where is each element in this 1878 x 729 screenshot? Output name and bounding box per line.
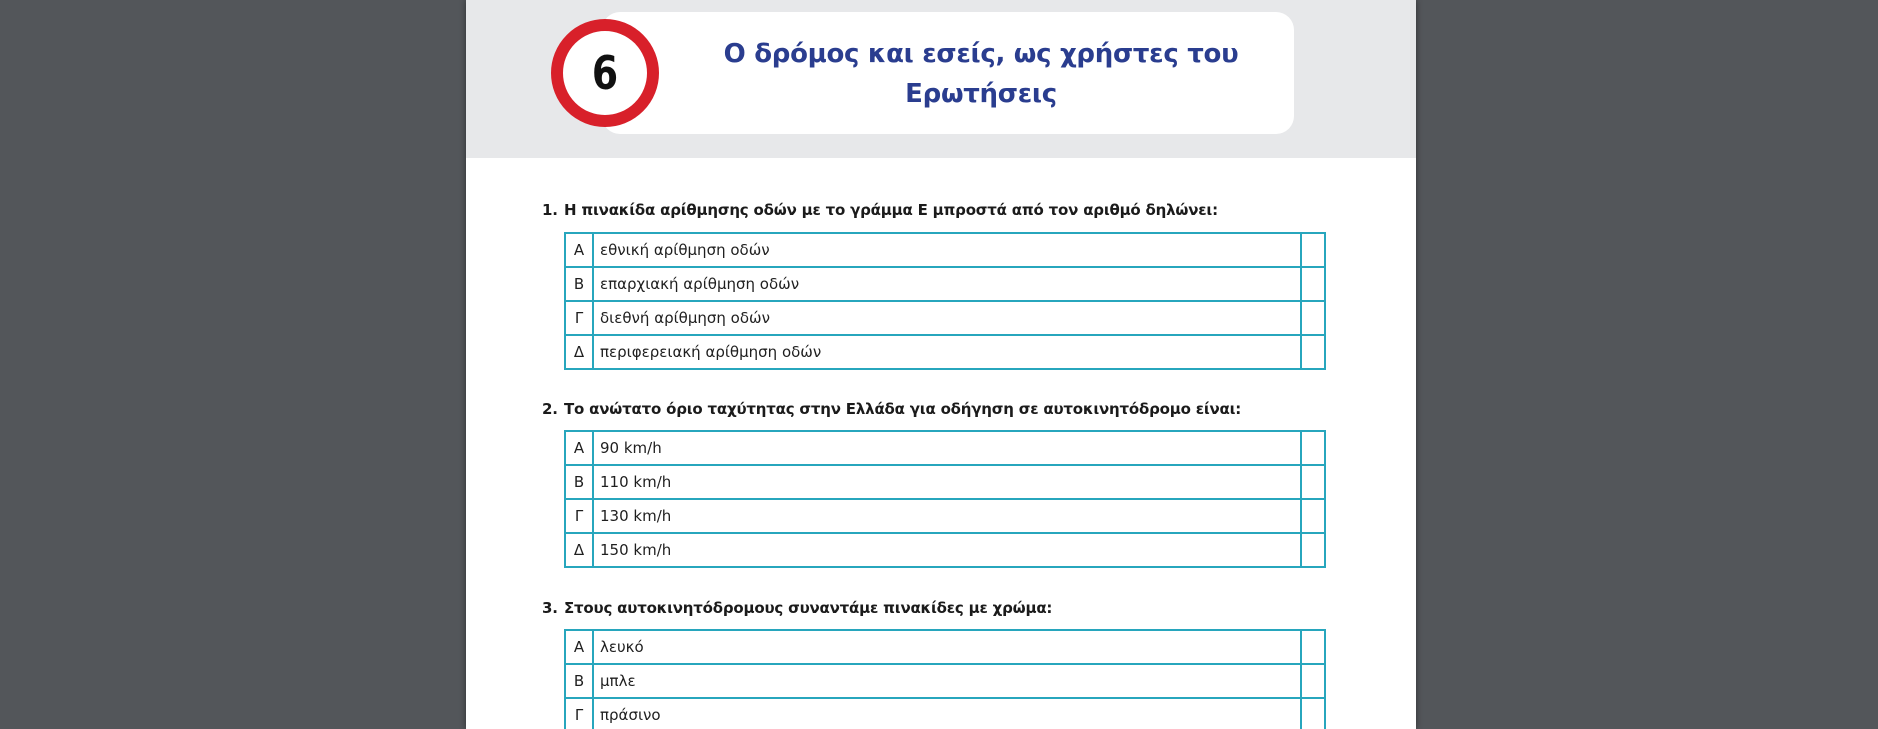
question-3 [542, 599, 1342, 617]
answer-checkbox[interactable] [1301, 301, 1325, 335]
question-text: Η πινακίδα αρίθμησης οδών με το γράμμα Ε μπροστά από τον αριθμό δηλώνει: [564, 201, 1218, 219]
answer-row [565, 533, 1325, 567]
question-2 [542, 400, 1342, 418]
answer-row [565, 630, 1325, 664]
answer-row [565, 664, 1325, 698]
answer-table-3 [564, 629, 1326, 729]
answer-row [565, 233, 1325, 267]
answer-checkbox[interactable] [1301, 465, 1325, 499]
answer-letter: Α [565, 431, 593, 465]
answer-letter: Α [565, 630, 593, 664]
chapter-number: 6 [591, 46, 619, 100]
chapter-title-line-2: Ερωτήσεις [905, 79, 1057, 109]
answer-text: 150 km/h [593, 533, 1301, 567]
answer-letter: Γ [565, 698, 593, 729]
answer-text: λευκό [593, 630, 1301, 664]
chapter-title-line-1: Ο δρόμος και εσείς, ως χρήστες του [723, 39, 1239, 69]
answer-row [565, 301, 1325, 335]
answer-text: επαρχιακή αρίθμηση οδών [593, 267, 1301, 301]
answer-row [565, 499, 1325, 533]
answer-checkbox[interactable] [1301, 267, 1325, 301]
answer-table-1 [564, 232, 1326, 370]
answer-checkbox[interactable] [1301, 664, 1325, 698]
answer-checkbox[interactable] [1301, 431, 1325, 465]
answer-checkbox[interactable] [1301, 698, 1325, 729]
answer-text: διεθνή αρίθμηση οδών [593, 301, 1301, 335]
answer-checkbox[interactable] [1301, 335, 1325, 369]
chapter-header [466, 0, 1416, 158]
answer-checkbox[interactable] [1301, 630, 1325, 664]
answer-letter: Α [565, 233, 593, 267]
answer-text: περιφερειακή αρίθμηση οδών [593, 335, 1301, 369]
question-text: Στους αυτοκινητόδρομους συναντάμε πινακίδες με χρώμα: [564, 599, 1053, 617]
answer-letter: Γ [565, 301, 593, 335]
question-number: 1. [542, 201, 558, 219]
question-text: Το ανώτατο όριο ταχύτητας στην Ελλάδα για οδήγηση σε αυτοκινητόδρομο είναι: [564, 400, 1242, 418]
answer-row [565, 335, 1325, 369]
question-number: 2. [542, 400, 558, 418]
answer-text: εθνική αρίθμηση οδών [593, 233, 1301, 267]
answer-row [565, 698, 1325, 729]
answer-text: 110 km/h [593, 465, 1301, 499]
answer-letter: Β [565, 465, 593, 499]
answer-text: 130 km/h [593, 499, 1301, 533]
chapter-number-badge [551, 19, 659, 127]
answer-table-2 [564, 430, 1326, 568]
answer-checkbox[interactable] [1301, 233, 1325, 267]
chapter-title [671, 34, 1291, 114]
answer-text: πράσινο [593, 698, 1301, 729]
answer-checkbox[interactable] [1301, 533, 1325, 567]
answer-checkbox[interactable] [1301, 499, 1325, 533]
answer-letter: Γ [565, 499, 593, 533]
question-number: 3. [542, 599, 558, 617]
answer-row [565, 267, 1325, 301]
answer-letter: Β [565, 267, 593, 301]
answer-text: 90 km/h [593, 431, 1301, 465]
answer-text: μπλε [593, 664, 1301, 698]
answer-row [565, 431, 1325, 465]
question-1 [542, 201, 1342, 219]
answer-letter: Δ [565, 533, 593, 567]
answer-letter: Β [565, 664, 593, 698]
document-page [466, 0, 1416, 729]
answer-row [565, 465, 1325, 499]
answer-letter: Δ [565, 335, 593, 369]
